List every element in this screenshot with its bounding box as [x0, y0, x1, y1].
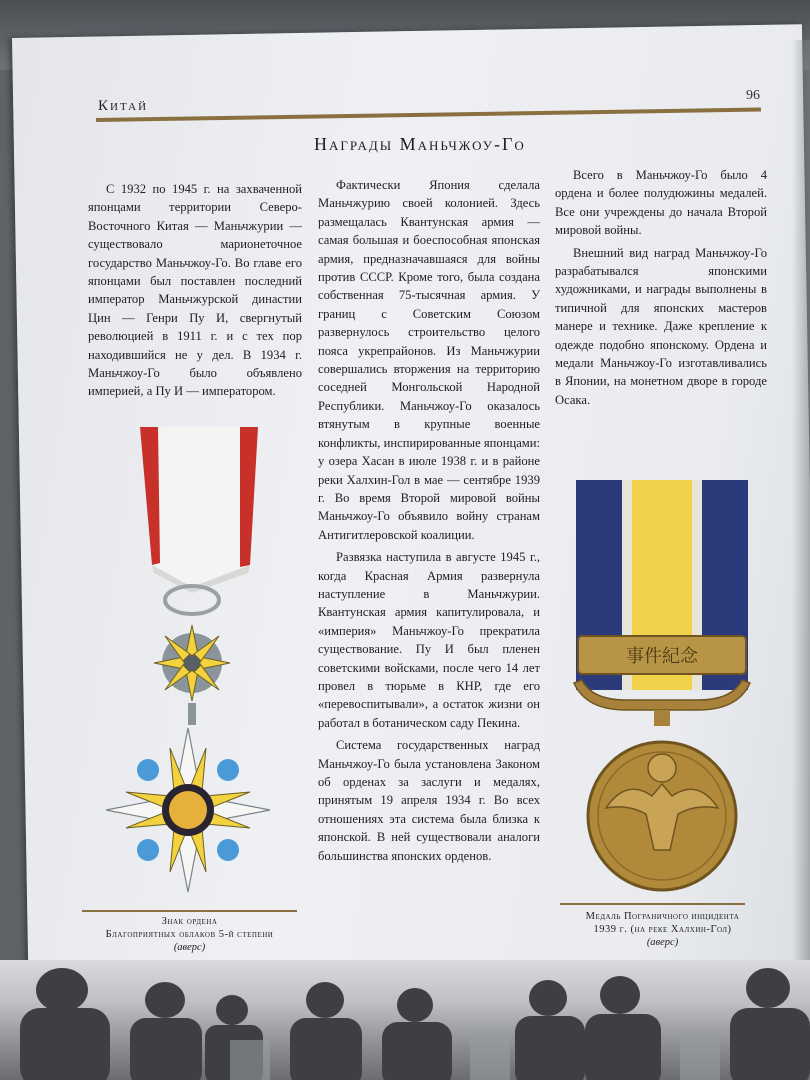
chapter-header: Китай: [98, 98, 149, 114]
caption-line: (аверс): [173, 942, 206, 953]
caption-line: Медаль Пограничного инцидента: [585, 911, 740, 922]
medal-bar-text: 事件紀念: [626, 646, 698, 667]
historic-photo-strip: [0, 960, 810, 1080]
caption-line: (аверс): [646, 937, 679, 948]
order-badge: [106, 728, 270, 892]
caption-rule: [560, 903, 745, 905]
text-column-2: [318, 176, 540, 869]
paragraph: Система государственных наград Маньчжоу-Го была установлена Законом об орденах за заслуги и медалях, принятым 19 апреля 1934 г. Во всех отношениях эта система была близка к японской. В ней существовали аналоги большинства японских орденов.: [318, 738, 540, 863]
border-incident-medal-image: [566, 478, 756, 893]
suspension-star: [154, 625, 230, 701]
page-curl-shadow: [792, 40, 810, 1080]
paragraph: Всего в Маньчжоу-Го было 4 ордена и более полудюжины медалей. Все они учреждены до начала Второй мировой войны.: [555, 168, 767, 238]
caption-line: 1939 г. (на реке Халхин-Гол): [593, 924, 732, 935]
caption-right: [560, 910, 765, 949]
caption-line: Знак ордена: [161, 916, 218, 927]
page-number: 96: [746, 88, 760, 103]
caption-left: [82, 915, 297, 954]
order-auspicious-clouds-image: [100, 425, 280, 905]
order-ribbon: [140, 427, 258, 593]
paragraph: Развязка наступила в августе 1945 г., когда Красная Армия развернула наступление в Маньчжурии. Квантунская армия капитулировала, и «империя» Маньчжоу-Го прекратила существование. Пу И был пленен советскими войсками, после чего 14 лет провел в тюрьме в КНР, где его «перевоспитывали», а остаток жизни он работал в ботаническом саду Пекина.: [318, 550, 540, 730]
caption-rule: [82, 910, 297, 912]
text-column-3: [555, 166, 767, 413]
paragraph: Фактически Япония сделала Маньчжурию своей колонией. Здесь размещалась Квантунская армия — самая большая и боеспособная японская армия, предназначавшаяся для войны против СССР. Кроме того, была создана собственная 75-тысячная армия. У границ с Советским Союзом развернулось строительство целого пояса укрепрайонов. Из Маньчжурии совершались вторжения на территорию соседней Монгольской Народной Республики. Маньчжоу-Го оказалось втянутым в крупные военные конфликты, инспирированные японцами: у озера Хасан в июле 1938 г. и в районе реки Халхин-Гол в мае — сентябре 1939 г. Во время Второй мировой войны Маньчжоу-Го объявило войну странам Антигитлеровской коалиции.: [318, 178, 540, 542]
section-title: Награды Маньчжоу-Го: [314, 134, 526, 154]
text-column-1: [88, 180, 302, 405]
paragraph: С 1932 по 1945 г. на захваченной японцами территории Северо-Восточного Китая — Маньчжурии — существовало марионеточное государство Маньчжоу-Го. Во главе его японцами был поставлен последний император Маньчжурской династии Цин — Генри Пу И, свергнутый революцией в 1911 г. и с тех пор находившийся не у дел. В 1934 г. Маньчжоу-Го было объявлено империей, а Пу И — императором.: [88, 182, 302, 399]
caption-line: Благоприятных облаков 5-й степени: [105, 929, 274, 940]
paragraph: Внешний вид наград Маньчжоу-Го разрабатывался японскими художниками, и награды выполнены в типичной для японских мастеров манере и технике. Даже крепление к одежде подобно японскому. Ордена и медали Маньчжоу-Го изготавливались в Японии, на монетном дворе в городе Осака.: [555, 245, 767, 407]
medal-disc: [588, 742, 736, 890]
soldiers-photo: [0, 960, 810, 1080]
medal-bar: [578, 636, 746, 674]
